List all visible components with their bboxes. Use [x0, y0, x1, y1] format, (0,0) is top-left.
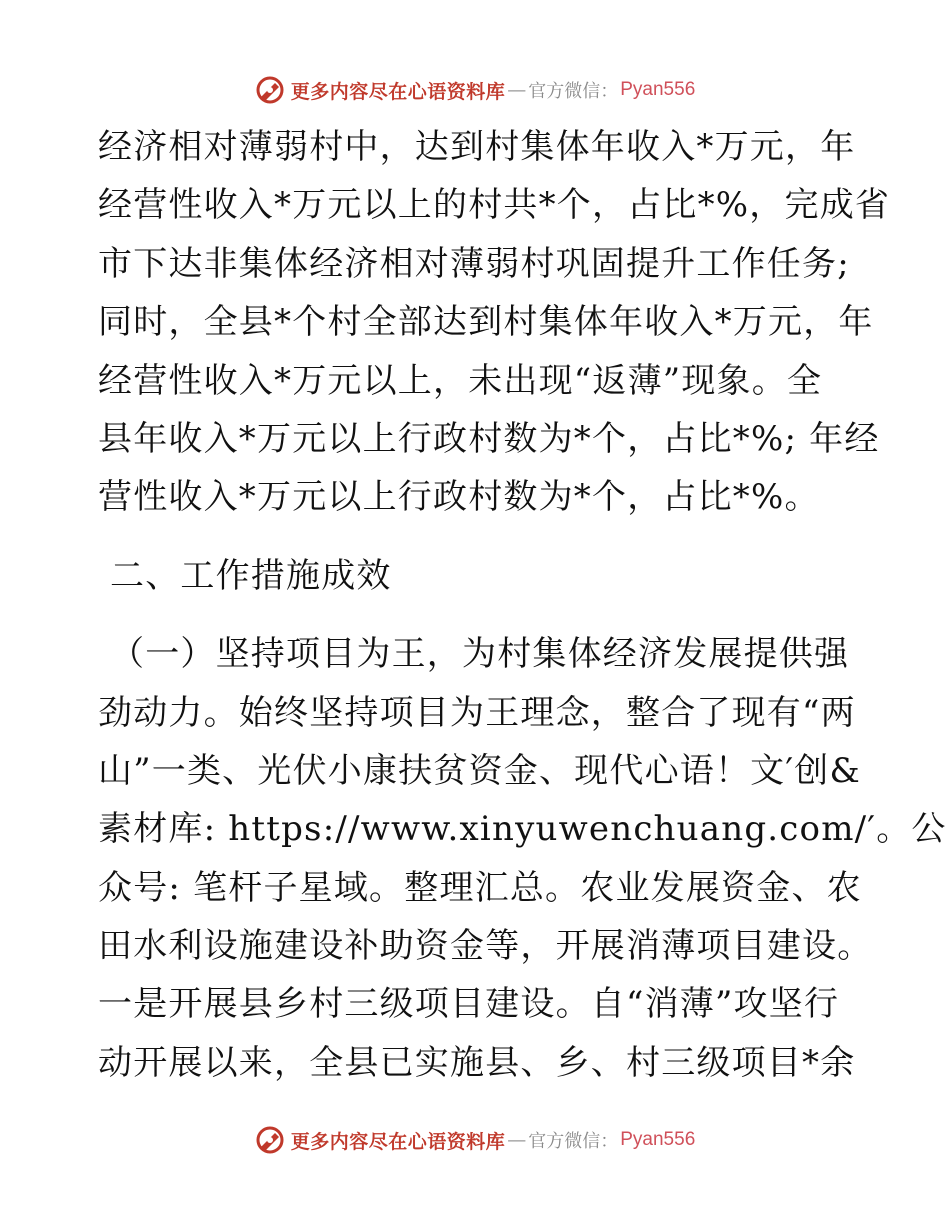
paragraph-1	[98, 118, 891, 527]
text-line: 素材库: https://www.xinyuwenchuang.com/′。公	[98, 809, 947, 850]
brand-logo-icon	[255, 1125, 285, 1155]
brand-logo-icon	[255, 75, 285, 105]
text-line: 营性收入*万元以上行政村数为*个，占比*%。	[98, 477, 820, 518]
spacer	[98, 527, 858, 547]
text-line: 动开展以来，全县已实施县、乡、村三级项目*余	[98, 1042, 856, 1083]
text-line: （一）坚持项目为王，为村集体经济发展提供强	[110, 634, 850, 675]
banner-wechat-label: 官方微信：	[528, 1131, 619, 1152]
section-heading: 二、工作措施成效	[110, 555, 392, 596]
text-line: 县年收入*万元以上行政村数为*个，占比*%; 年经	[98, 418, 880, 459]
text-line: 经营性收入*万元以上的村共*个，占比*%，完成省	[98, 185, 891, 226]
text-line: 市下达非集体经济相对薄弱村巩固提升工作任务;	[98, 243, 850, 284]
banner-wechat-id: Pyan556	[620, 1129, 696, 1150]
text-line: 山”一类、光伏小康扶贫资金、现代心语！文′创&	[98, 750, 861, 791]
banner-wechat-id: Pyan556	[620, 79, 696, 100]
paragraph-2	[98, 625, 947, 1092]
banner-brand-text: 更多内容尽在心语资料库	[290, 1130, 506, 1153]
footer-banner	[0, 1120, 950, 1160]
banner-dash: —	[507, 79, 527, 101]
spacer	[98, 605, 858, 625]
text-line: 劲动力。始终坚持项目为王理念，整合了现有“两	[98, 692, 856, 733]
text-line: 经营性收入*万元以上，未出现“返薄”现象。全	[98, 360, 823, 401]
text-line: 田水利设施建设补助资金等，开展消薄项目建设。	[98, 926, 873, 967]
document-body	[98, 118, 947, 1092]
banner-brand-text: 更多内容尽在心语资料库	[290, 80, 506, 103]
header-banner	[0, 70, 950, 110]
banner-wechat-label: 官方微信：	[528, 81, 619, 102]
text-line: 一是开展县乡村三级项目建设。自“消薄”攻坚行	[98, 984, 840, 1025]
text-line: 同时，全县*个村全部达到村集体年收入*万元，年	[98, 302, 874, 343]
text-line: 经济相对薄弱村中，达到村集体年收入*万元，年	[98, 127, 856, 167]
banner-dash: —	[507, 1129, 527, 1151]
text-line: 众号: 笔杆子星域。整理汇总。农业发展资金、农	[98, 867, 862, 908]
